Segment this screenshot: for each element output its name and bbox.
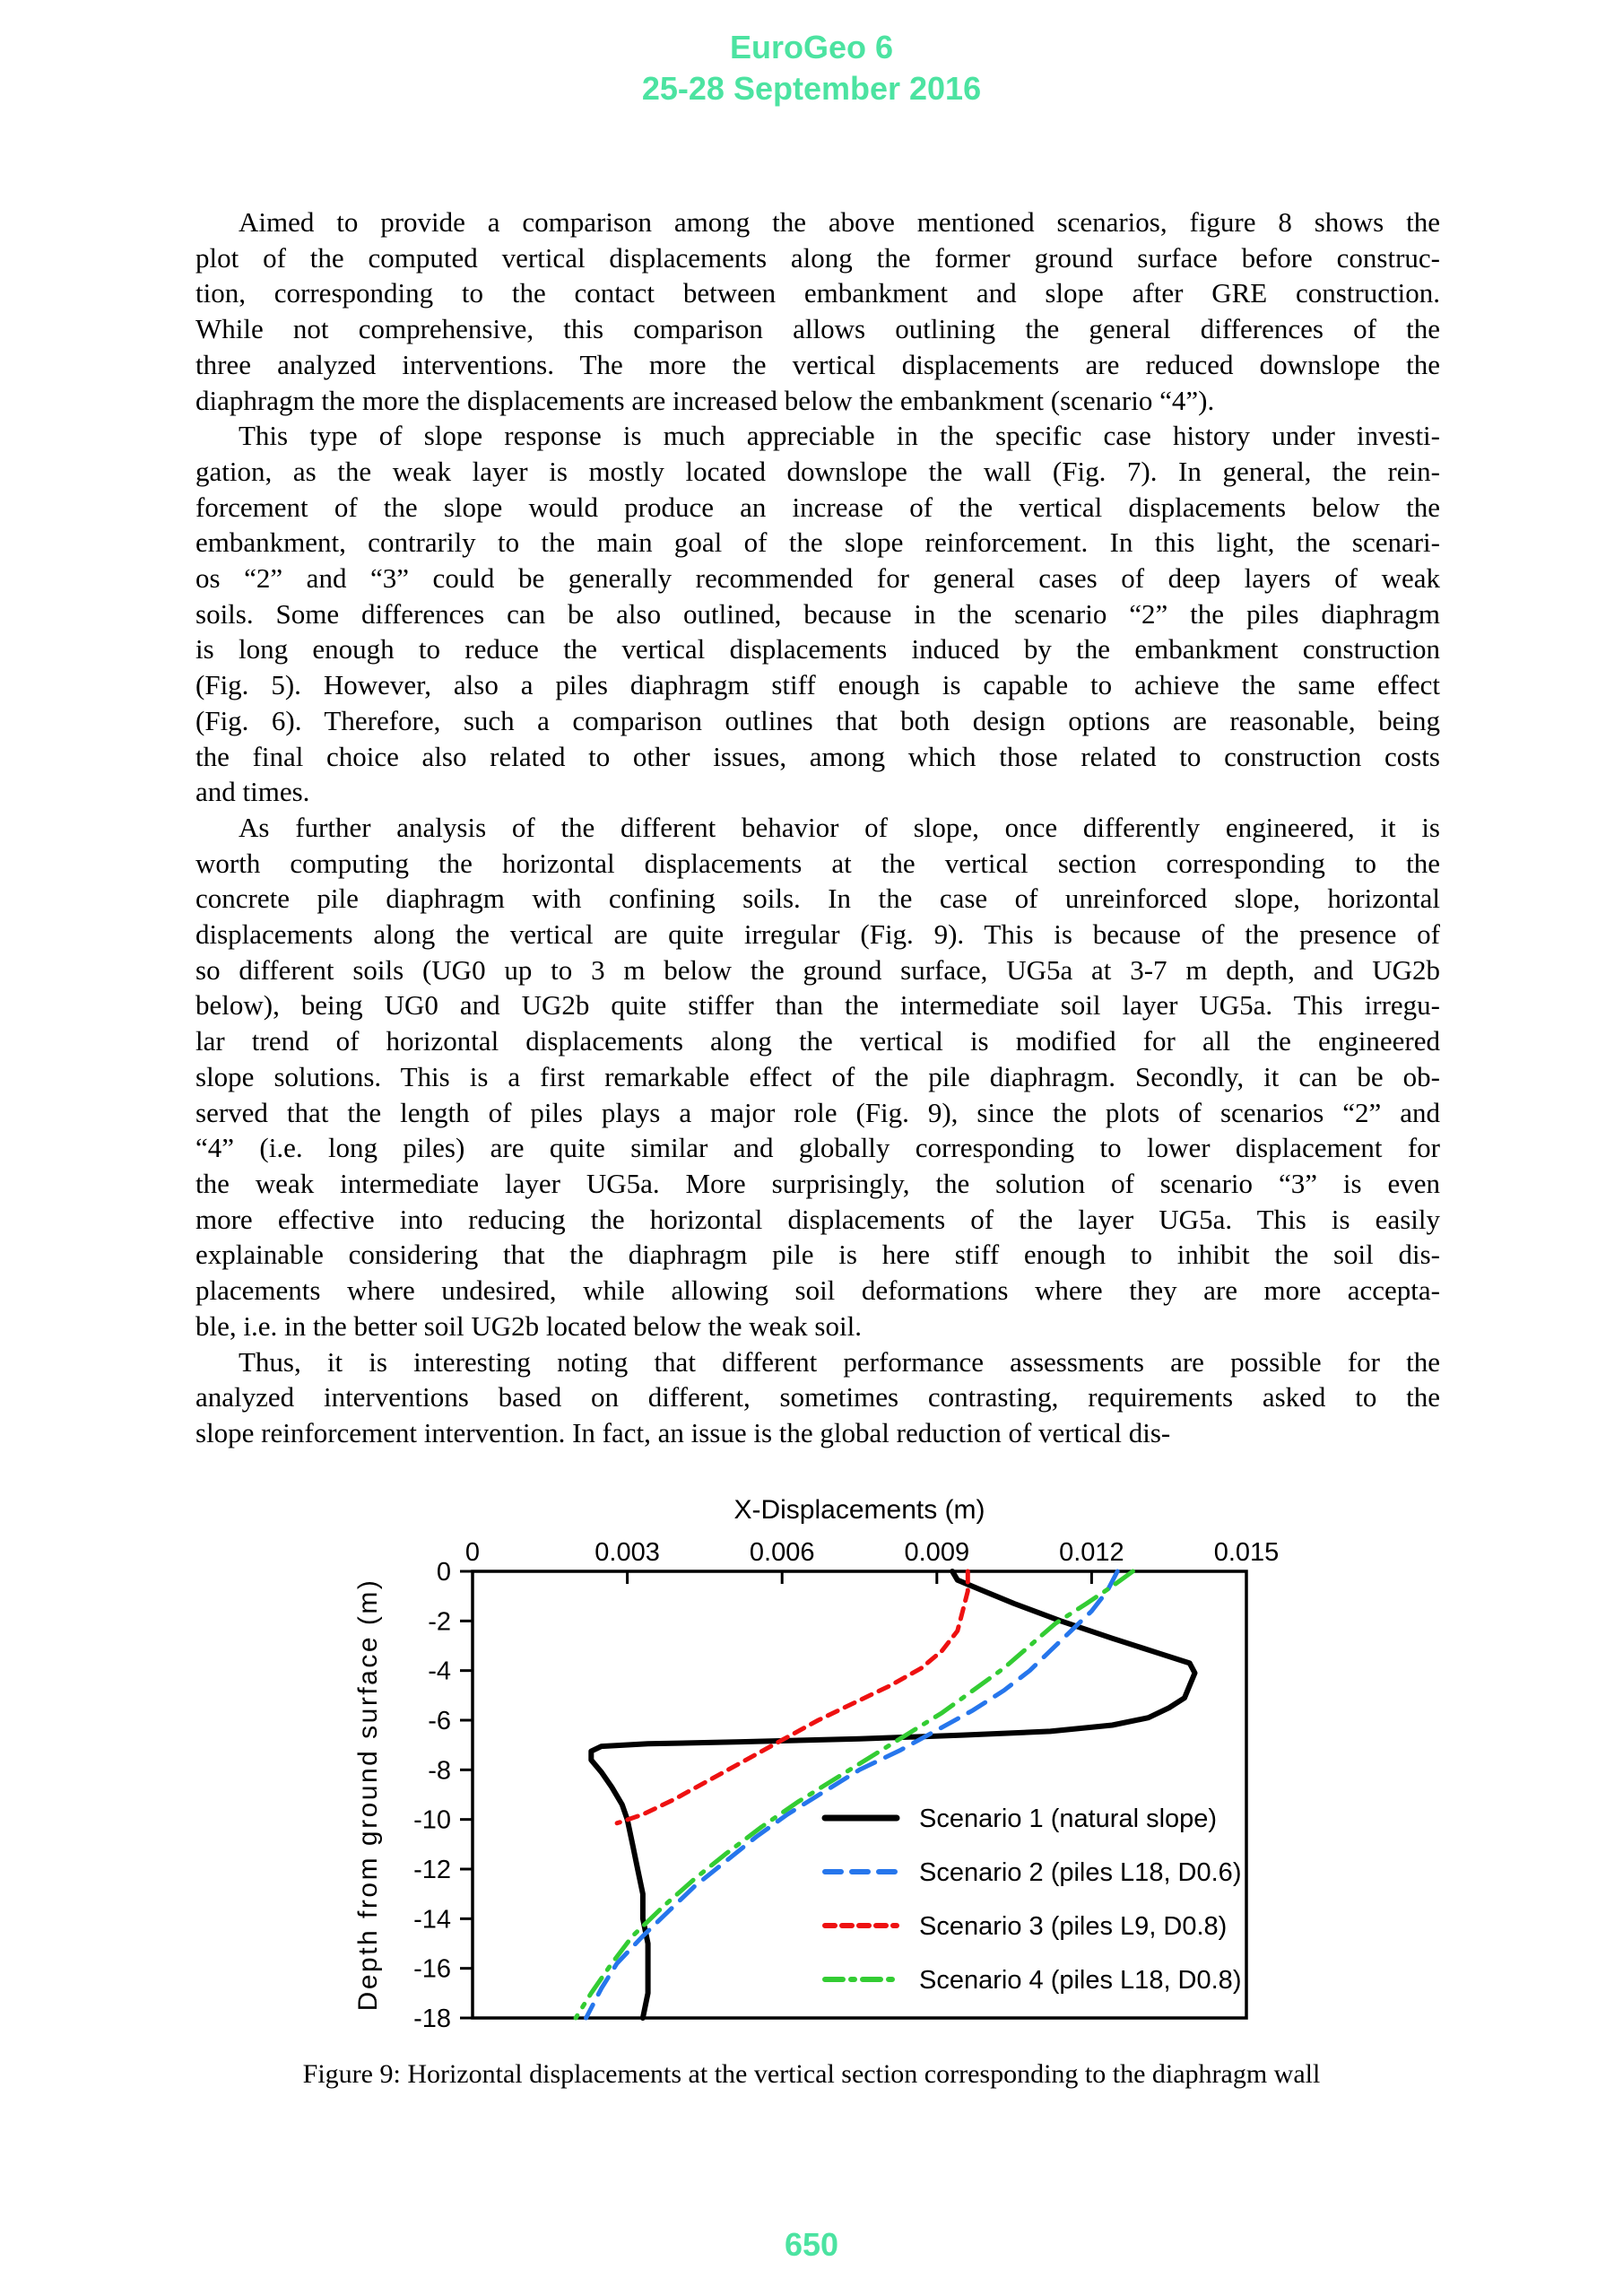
x-axis-tick-label: 0.003 [595, 1538, 660, 1567]
text-line-p2-l3: forcement of the slope would produce an increase of the vertical displacements below the [195, 491, 1440, 523]
text-line-p3-l9: served that the length of piles plays a major role (Fig. 9), since the plots of scenarios “2” and [195, 1096, 1440, 1128]
text-line-p2-l6: soils. Some differences can be also outlined, because in the scenario “2” the piles diaphragm [195, 597, 1440, 630]
text-line-p4-l3: slope reinforcement intervention. In fact, an issue is the global reduction of vertical dis- [195, 1416, 1171, 1448]
page-header [0, 27, 1623, 109]
x-axis-tick-label: 0 [464, 1538, 481, 1567]
y-axis-tick-label: -10 [413, 1805, 451, 1835]
text-line-p3-l13: explainable considering that the diaphragm pile is here stiff enough to inhibit the soil dis- [195, 1239, 1440, 1271]
text-line-p2-l2: gation, as the weak layer is mostly located downslope the wall (Fig. 7). In general, the rein- [195, 455, 1440, 487]
y-axis-title: Depth from ground surface (m) [353, 1578, 383, 2012]
text-line-p3-l12: more effective into reducing the horizontal displacements of the layer UG5a. This is easily [195, 1203, 1440, 1235]
legend-label-2: Scenario 2 (piles L18, D0.6) [919, 1858, 1242, 1887]
text-line-p2-l8: (Fig. 5). However, also a piles diaphragm stiff enough is capable to achieve the same effect [195, 669, 1440, 701]
text-line-p3-l3: concrete pile diaphragm with confining soils. In the case of unreinforced slope, horizontal [195, 883, 1440, 915]
text-line-p2-l7: is long enough to reduce the vertical displacements induced by the embankment construction [195, 633, 1440, 665]
y-axis-tick-label: -14 [413, 1905, 451, 1935]
text-line-p1-l1: Aimed to provide a comparison among the above mentioned scenarios, figure 8 shows the [239, 206, 1440, 238]
text-line-p3-l6: below), being UG0 and UG2b quite stiffer than the intermediate soil layer UG5a. This irregu- [195, 989, 1440, 1022]
text-line-p3-l1: As further analysis of the different behavior of slope, once differently engineered, it is [239, 811, 1440, 843]
text-line-p2-l10: the final choice also related to other issues, among which those related to construction costs [195, 740, 1440, 772]
text-line-p1-l2: plot of the computed vertical displacements along the former ground surface before construc- [195, 241, 1440, 274]
text-line-p3-l10: “4” (i.e. long piles) are quite similar and globally corresponding to lower displacement for [195, 1132, 1440, 1164]
page-number: 650 [784, 2226, 839, 2263]
text-line-p2-l5: os “2” and “3” could be generally recommended for general cases of deep layers of weak [195, 562, 1440, 595]
text-line-p3-l11: the weak intermediate layer UG5a. More surprisingly, the solution of scenario “3” is even [195, 1167, 1440, 1199]
text-line-p2-l4: embankment, contrarily to the main goal of the slope reinforcement. In this light, the scenari- [195, 526, 1440, 559]
text-line-p2-l9: (Fig. 6). Therefore, such a comparison outlines that both design options are reasonable, being [195, 704, 1440, 736]
text-line-p3-l7: lar trend of horizontal displacements along the vertical is modified for all the engineered [195, 1025, 1440, 1057]
conference-title: EuroGeo 6 [729, 29, 894, 65]
y-axis-tick-label: -2 [428, 1607, 451, 1637]
figure-caption: Figure 9: Horizontal displacements at the vertical section corresponding to the diaphragm wall [302, 2059, 1321, 2089]
text-line-p1-l6: diaphragm the more the displacements are increased below the embankment (scenario “4”). [195, 384, 1215, 416]
text-line-p3-l4: displacements along the vertical are quite irregular (Fig. 9). This is because of the presence of [195, 918, 1440, 951]
x-axis-tick-label: 0.009 [904, 1538, 970, 1567]
y-axis-tick-label: -4 [428, 1657, 451, 1686]
x-axis-tick-label: 0.015 [1213, 1538, 1280, 1567]
text-line-p2-l11: and times. [195, 776, 310, 808]
y-axis-tick-label: 0 [436, 1558, 451, 1587]
legend-label-4: Scenario 4 (piles L18, D0.8) [919, 1966, 1242, 1995]
text-line-p4-l1: Thus, it is interesting noting that different performance assessments are possible for the [239, 1345, 1440, 1378]
conference-dates: 25-28 September 2016 [641, 70, 982, 107]
legend-label-3: Scenario 3 (piles L9, D0.8) [919, 1912, 1228, 1941]
series-line-scenario-2 [586, 1571, 1118, 2018]
body-text [195, 204, 1440, 1451]
legend-label-1: Scenario 1 (natural slope) [919, 1805, 1218, 1833]
figure-9-chart [341, 1475, 1300, 2036]
text-line-p3-l14: placements where undesired, while allowing soil deformations where they are more accepta- [195, 1274, 1440, 1307]
text-line-p3-l15: ble, i.e. in the better soil UG2b located below the weak soil. [195, 1309, 862, 1342]
series-line-scenario-3 [617, 1571, 968, 1823]
text-line-p3-l8: slope solutions. This is a first remarkable effect of the pile diaphragm. Secondly, it can be ob- [195, 1060, 1440, 1092]
chart-svg [341, 1475, 1300, 2036]
x-axis-tick-label: 0.006 [749, 1538, 815, 1567]
chart-title: X-Displacements (m) [733, 1495, 985, 1525]
y-axis-tick-label: -8 [428, 1756, 451, 1786]
text-line-p3-l2: worth computing the horizontal displacements at the vertical section corresponding to the [195, 847, 1440, 879]
text-line-p1-l5: three analyzed interventions. The more the vertical displacements are reduced downslope the [195, 348, 1440, 380]
text-line-p1-l3: tion, corresponding to the contact between embankment and slope after GRE construction. [195, 277, 1440, 309]
y-axis-tick-label: -16 [413, 1954, 451, 1984]
y-axis-tick-label: -12 [413, 1856, 451, 1884]
plot-border [473, 1571, 1246, 2018]
text-line-p2-l1: This type of slope response is much appreciable in the specific case history under investi- [239, 420, 1440, 452]
y-axis-tick-label: -6 [428, 1707, 451, 1735]
x-axis-tick-label: 0.012 [1059, 1538, 1124, 1567]
series-line-scenario-4 [576, 1571, 1133, 2018]
text-line-p4-l2: analyzed interventions based on different, sometimes contrasting, requirements asked to the [195, 1381, 1440, 1413]
y-axis-tick-label: -18 [413, 2005, 451, 2033]
text-line-p1-l4: While not comprehensive, this comparison allows outlining the general differences of the [195, 313, 1440, 345]
text-line-p3-l5: so different soils (UG0 up to 3 m below the ground surface, UG5a at 3-7 m depth, and UG2b [195, 953, 1440, 986]
